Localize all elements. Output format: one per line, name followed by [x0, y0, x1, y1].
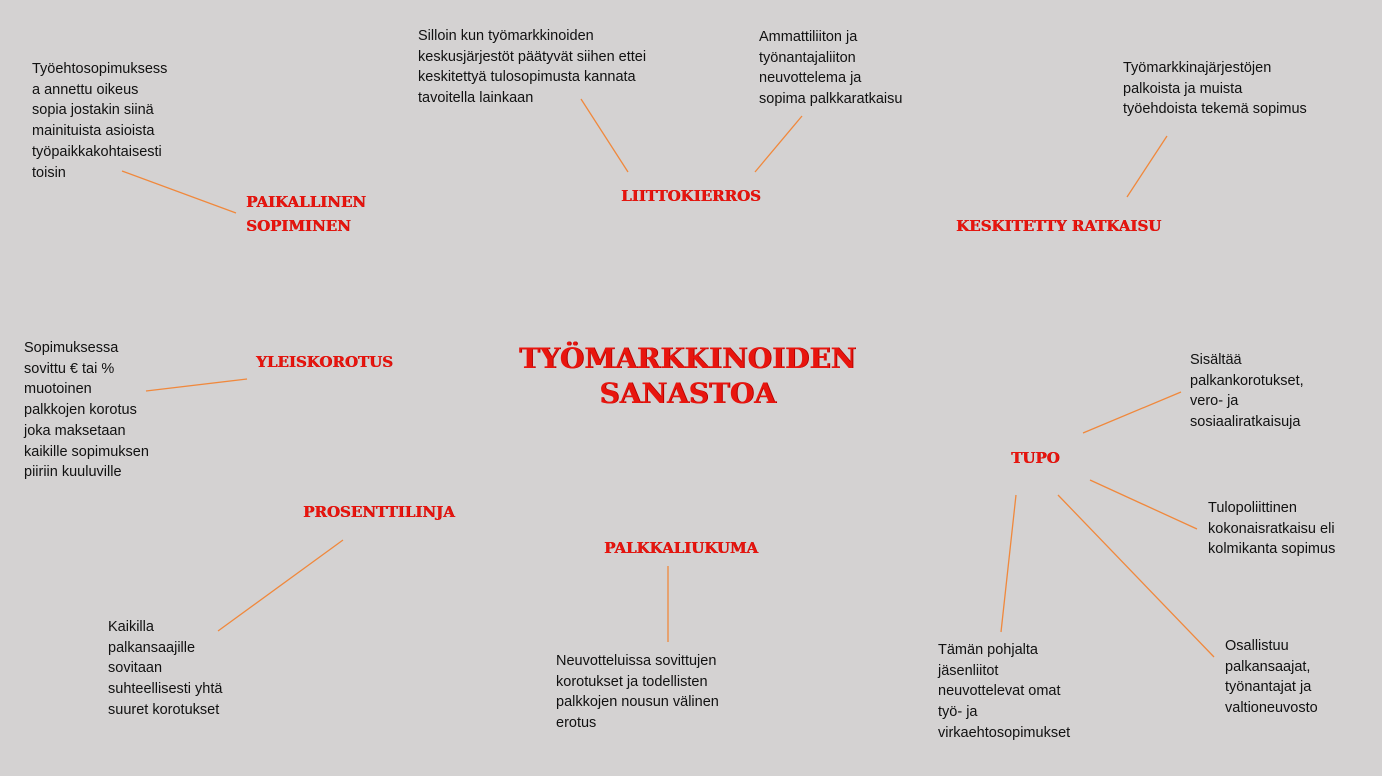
main-title — [515, 341, 860, 411]
note-prosenttilinja — [108, 617, 222, 721]
term-tupo: TUPO — [1011, 449, 1060, 467]
note-line: työehdoista tekemä sopimus — [1123, 101, 1307, 118]
note-line: palkoista ja muista — [1123, 80, 1243, 97]
note-line: palkkojen nousun välinen — [556, 694, 719, 711]
note-line: Tämän pohjalta — [938, 642, 1038, 658]
term-liittokierros: LIITTOKIERROS — [621, 187, 761, 205]
note-line: sovittu € tai % — [24, 360, 115, 377]
term-paikallinen-sopiminen — [246, 190, 366, 238]
note-line: tavoitella lainkaan — [418, 90, 534, 107]
term-palkkaliukuma: PALKKALIUKUMA — [604, 539, 758, 557]
note-line: keskusjärjestöt päätyvät siihen ettei — [418, 48, 647, 65]
note-line: Ammattiliiton ja — [759, 29, 858, 45]
connector-tupo-1 — [1083, 392, 1181, 433]
note-tupo-sisaltaa — [1190, 350, 1304, 433]
note-tupo-tulopoliittinen — [1208, 498, 1335, 560]
note-line: joka maksetaan — [24, 422, 126, 439]
note-line: a annettu oikeus — [32, 81, 139, 98]
note-line: toisin — [32, 164, 66, 181]
connector-tupo-3 — [1001, 495, 1016, 632]
note-yleiskorotus — [24, 338, 149, 483]
note-line: suhteellisesti yhtä — [108, 681, 223, 698]
note-line: Silloin kun työmarkkinoiden — [418, 28, 594, 44]
note-line: sosiaaliratkaisuja — [1190, 414, 1301, 431]
main-title-line: TYÖMARKKINOIDEN — [518, 342, 857, 375]
note-line: erotus — [556, 715, 597, 732]
connector-keskitetty — [1127, 136, 1167, 197]
main-title-line: SANASTOA — [599, 377, 776, 410]
note-line: Sopimuksessa — [24, 340, 119, 356]
note-line: Työehtosopimuksess — [32, 61, 168, 77]
note-line: kolmikanta sopimus — [1208, 541, 1336, 558]
note-line: vero- ja — [1190, 393, 1239, 410]
connector-tupo-4 — [1058, 495, 1214, 657]
term-line: PAIKALLINEN — [246, 193, 366, 211]
note-liittokierros-keskusjarjestot — [418, 26, 646, 109]
term-prosenttilinja: PROSENTTILINJA — [303, 503, 455, 521]
term-keskitetty-ratkaisu: KESKITETTY RATKAISU — [956, 217, 1162, 235]
note-line: Sisältää — [1190, 352, 1242, 368]
note-line: Työmarkkinajärjestöjen — [1123, 60, 1272, 76]
note-line: palkkojen korotus — [24, 402, 137, 419]
note-line: neuvottelevat omat — [938, 683, 1061, 700]
note-tupo-pohjalta — [938, 640, 1070, 744]
note-line: jäsenliitot — [938, 662, 999, 679]
note-line: korotukset ja todellisten — [556, 673, 708, 690]
note-line: neuvottelema ja — [759, 70, 862, 87]
connector-tupo-2 — [1090, 480, 1197, 529]
note-line: työ- ja — [938, 704, 978, 721]
note-line: kokonaisratkaisu eli — [1208, 520, 1335, 537]
note-line: piiriin kuuluville — [24, 464, 122, 481]
note-paikallinen-sopiminen — [32, 59, 167, 183]
note-line: Tulopoliittinen — [1208, 500, 1297, 516]
connector-yleiskorotus — [146, 379, 247, 391]
note-line: valtioneuvosto — [1225, 700, 1318, 717]
note-keskitetty-ratkaisu — [1123, 58, 1307, 120]
note-line: palkansaajille — [108, 639, 196, 656]
note-line: työpaikkakohtaisesti — [32, 143, 162, 160]
note-line: palkansaajat, — [1225, 658, 1311, 675]
note-line: Neuvotteluissa sovittujen — [556, 653, 717, 669]
note-line: Osallistuu — [1225, 638, 1289, 654]
term-yleiskorotus: YLEISKOROTUS — [256, 353, 393, 371]
note-line: mainituista asioista — [32, 123, 155, 140]
note-line: suuret korotukset — [108, 701, 220, 718]
note-line: sovitaan — [108, 660, 163, 677]
term-line: SOPIMINEN — [246, 217, 351, 235]
note-line: palkankorotukset, — [1190, 372, 1304, 389]
note-line: sopima palkkaratkaisu — [759, 91, 903, 108]
note-line: työnantajat ja — [1225, 679, 1312, 696]
connector-liittokierros-1 — [581, 99, 628, 172]
note-line: kaikille sopimuksen — [24, 443, 149, 460]
note-line: keskitettyä tulosopimusta kannata — [418, 69, 636, 86]
note-line: työnantajaliiton — [759, 49, 856, 66]
note-liittokierros-ammattiliitto — [759, 27, 902, 110]
connector-liittokierros-2 — [755, 116, 802, 172]
note-tupo-osallistuu — [1225, 636, 1318, 719]
note-line: virkaehtosopimukset — [938, 724, 1071, 741]
note-line: Kaikilla — [108, 619, 154, 635]
note-palkkaliukuma — [556, 651, 719, 734]
note-line: muotoinen — [24, 381, 92, 398]
note-line: sopia jostakin siinä — [32, 102, 154, 119]
connector-prosenttilinja — [218, 540, 343, 631]
